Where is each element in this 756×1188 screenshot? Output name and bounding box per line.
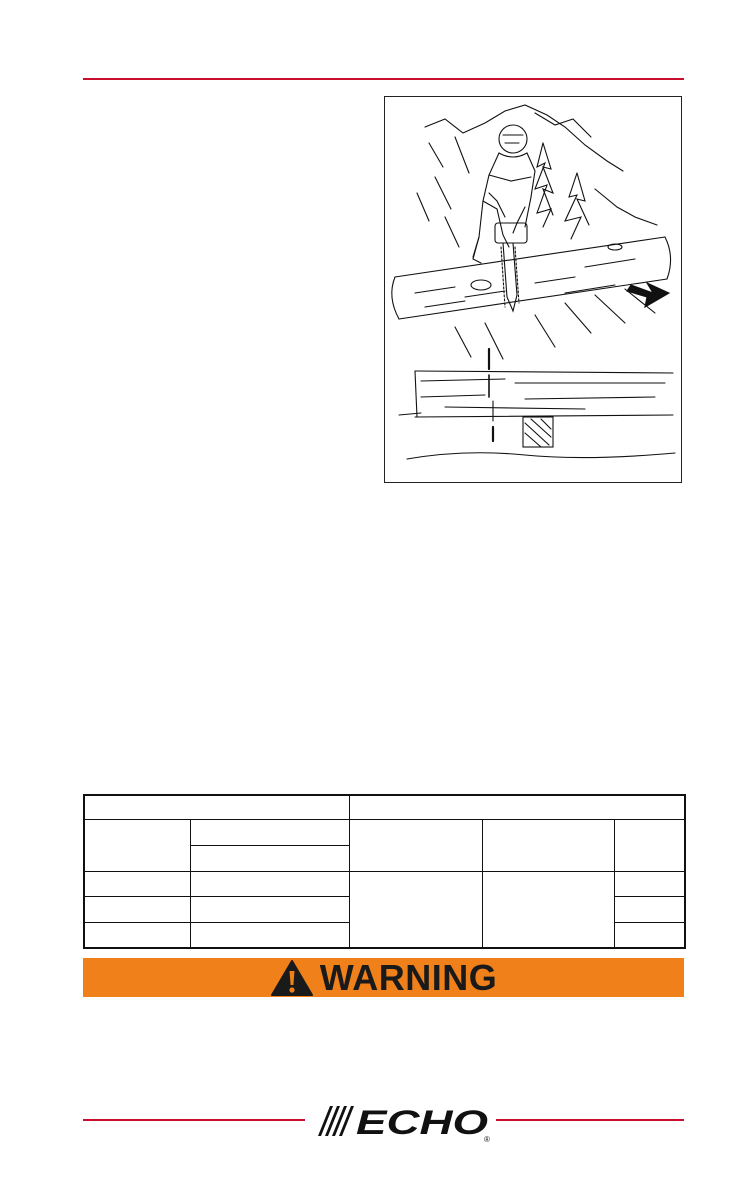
table-cell (190, 871, 349, 896)
logo-wordmark: ECHO (356, 1104, 488, 1142)
table-row (84, 819, 685, 845)
footer-rule-right (496, 1119, 684, 1121)
bucking-illustration (384, 96, 682, 483)
spec-table (83, 794, 686, 949)
warning-label: WARNING (319, 956, 498, 998)
table-cell (190, 819, 349, 845)
table-cell (84, 795, 349, 819)
table-row (84, 871, 685, 896)
table-row (84, 795, 685, 819)
echo-logo (312, 1100, 496, 1144)
table-cell (190, 845, 349, 871)
footer-rule-left (83, 1119, 305, 1121)
registered-mark: ® (484, 1135, 490, 1144)
header-rule (83, 78, 684, 80)
warning-triangle-icon (270, 959, 314, 997)
table-cell (190, 922, 349, 948)
table-cell (614, 871, 685, 896)
table-cell (349, 871, 482, 948)
bucking-log-illustration (385, 97, 680, 481)
table-cell (482, 819, 614, 871)
table-cell (482, 871, 614, 948)
table-cell (614, 819, 685, 871)
table-cell (84, 819, 190, 871)
table-cell (84, 922, 190, 948)
table-cell (614, 922, 685, 948)
table-cell (84, 871, 190, 896)
table-cell (614, 896, 685, 922)
table-cell (349, 795, 685, 819)
table-cell (190, 896, 349, 922)
table-cell (84, 896, 190, 922)
table-cell (349, 819, 482, 871)
warning-banner (83, 958, 684, 997)
